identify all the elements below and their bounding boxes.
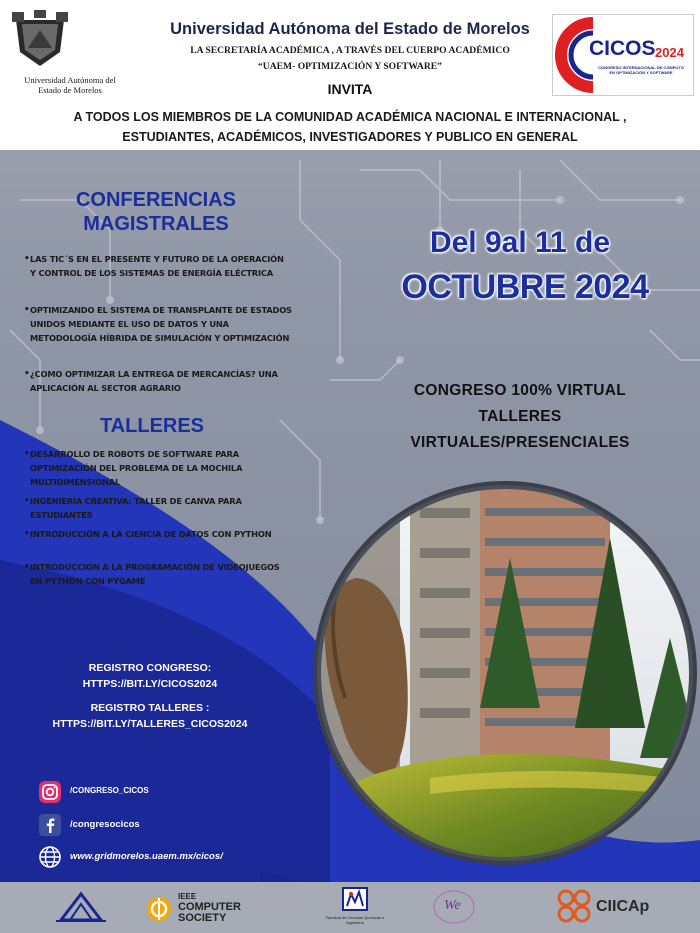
header [0,0,700,150]
mode-line2: TALLERES [478,408,562,425]
bullet-icon: • [24,254,30,264]
fcqei-icon [341,884,369,914]
audience-line1: A TODOS LOS MIEMBROS DE LA COMUNIDAD ACADÉMICA NACIONAL E INTERNACIONAL , [73,110,627,124]
ciicap-logo [556,888,696,926]
fcqei-logo [325,884,385,932]
mode-line1: CONGRESO 100% VIRTUAL [413,382,627,399]
registration-workshops-url[interactable]: HTTPS://BIT.LY/TALLERES_CICOS2024 [52,718,248,730]
workshop-item-4 [24,560,292,588]
registration-workshops [20,700,280,732]
globe-icon [38,845,62,869]
conferencias-title [26,188,286,236]
date-range-line2: OCTUBRE 2024 [401,268,649,306]
conference-item-3-text: ¿COMO OPTIMIZAR LA ENTREGA DE MERCANCÍAS? UNA APLICACIÓN AL SECTOR AGRARIO [30,369,278,393]
sponsor-footer [0,882,700,933]
bullet-icon: • [24,369,30,379]
ieee-computer-society-logo [146,892,256,926]
bullet-icon: • [24,562,30,572]
bullet-icon: • [24,496,30,506]
we-logo [432,888,476,926]
bullet-icon: • [24,305,30,315]
talleres-title: TALLERES [99,415,205,437]
we-label: We [444,898,461,913]
workshop-item-2-text: INGENIERÍA CREATIVA: TALLER DE CANVA PARA ESTUDIANTES [30,496,242,520]
campus-building-photo [310,478,700,878]
secretary-line: LA SECRETARÍA ACADÉMICA , A TRAVÉS DEL CUERPO ACADÉMICO [190,45,510,56]
instagram-icon [38,780,62,804]
university-title: Universidad Autónoma del Estado de Morelos [170,20,530,38]
academic-group-line: “UAEM- OPTIMIZACIÓN Y SOFTWARE” [258,61,442,72]
ciicap-icon [556,888,594,926]
registration-congress-label: REGISTRO CONGRESO: [88,662,212,674]
conference-item-2 [24,303,292,345]
conferencias-title-line1: CONFERENCIAS [75,189,236,211]
cicos-2024-logo [552,14,694,96]
ciicap-label: CIICAp [596,898,650,915]
conference-item-1-text: LAS TIC´S EN EL PRESENTE Y FUTURO DE LA OPERACIÓN Y CONTROL DE LOS SISTEMAS DE ENERGÍA ELÉCTRICA [30,254,284,278]
workshop-item-3-text: INTRODUCCIÓN A LA CIENCIA DE DATOS CON PYTHON [30,529,272,539]
audience-line2: ESTUDIANTES, ACADÉMICOS, INVESTIGADORES Y PUBLICO EN GENERAL [122,130,578,144]
computer-line: COMPUTER [178,901,241,913]
uaem-crest-logo [8,8,72,68]
workshop-item-1-text: DESARROLLO DE ROBOTS DE SOFTWARE PARA OPTIMIZACIÓN DEL PROBLEMA DE LA MOCHILA MULTIDIMENSIONAL [30,449,243,487]
registration-workshops-label: REGISTRO TALLERES : [90,702,210,714]
cicos-logo-subtitle-line2: EN OPTIMIZACIÓN Y SOFTWARE [609,70,673,75]
facebook-icon [38,813,62,837]
conference-item-1 [24,252,292,280]
conference-item-2-text: OPTIMIZANDO EL SISTEMA DE TRANSPLANTE DE ESTADOS UNIDOS MEDIANTE EL USO DE DATOS Y UNA METODOLOGÍA HÍBRIDA DE SIMULACIÓN Y OPTIMIZACIÓN [30,305,292,343]
cicos-logo-name: CICOS [589,37,656,60]
registration-congress-url[interactable]: HTTPS://BIT.LY/CICOS2024 [82,678,218,690]
conference-item-3 [24,367,292,395]
cicos-logo-subtitle [591,65,691,75]
uaem-name-line2: Estado de Morelos [38,85,102,95]
date-range-line1: Del 9al 11 de [429,226,611,259]
fcqei-caption: Facultad de Ciencias Químicas e Ingeniería [325,915,385,925]
workshop-item-4-text: INTRODUCCIÓN A LA PROGRAMACIÓN DE VIDEOJUEGOS EN PYTHON CON PYGAME [30,562,280,586]
workshop-item-1 [24,447,292,489]
ieee-line: IEEE [178,892,197,901]
ieee-cs-text [178,892,241,924]
society-line: SOCIETY [178,912,227,924]
conferencias-title-line2: MAGISTRALES [83,213,229,235]
mode-line3: VIRTUALES/PRESENCIALES [410,434,630,451]
registration-congress [20,660,280,692]
cicos-logo-year: 2024 [655,45,684,60]
facebook-handle: /congresocicos [70,819,140,830]
engineering-faculty-logo [56,890,106,926]
audience-text [20,107,680,147]
ieee-cs-icon [146,896,172,922]
workshop-item-2 [24,494,292,522]
workshop-item-3 [24,527,292,541]
bullet-icon: • [24,449,30,459]
website-url: www.gridmorelos.uaem.mx/cicos/ [70,851,223,862]
instagram-handle: /CONGRESO_CICOS [70,786,149,795]
uaem-name-line1: Universidad Autónoma del [24,75,116,85]
invita-heading: INVITA [327,81,373,97]
cicos-logo-subtitle-line1: CONGRESO INTERNACIONAL DE CÓMPUTO [598,65,684,70]
bullet-icon: • [24,529,30,539]
